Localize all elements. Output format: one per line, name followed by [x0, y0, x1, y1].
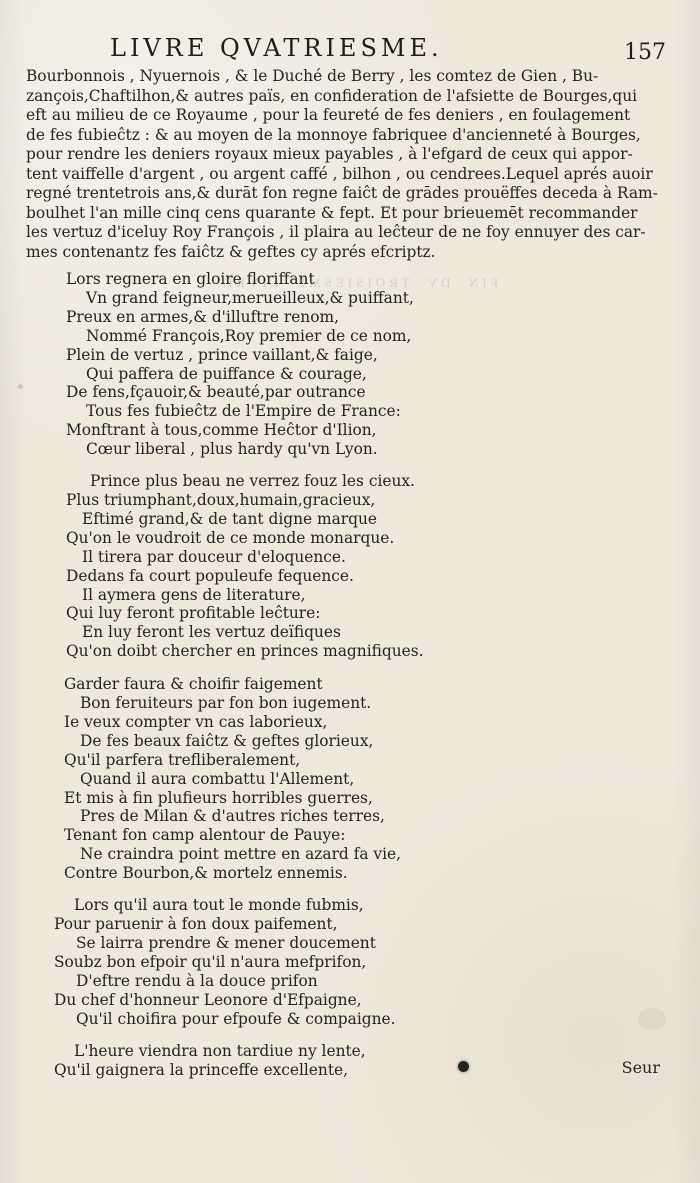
verse-line: Qu'on doibt chercher en princes magnifiques. — [66, 642, 424, 661]
stanza — [54, 896, 700, 1028]
stanza — [66, 270, 700, 459]
verse-line: Quand il aura combattu l'Allement, — [80, 769, 355, 788]
page-number: 157 — [624, 40, 666, 65]
verse-line: Qui paffera de puiffance & courage, — [86, 364, 367, 383]
verse-line: Plus triumphant,doux,humain,gracieux, — [66, 490, 376, 509]
verse-line: Dedans fa court populeufe fequence. — [66, 566, 354, 585]
verse-line: Eftimé grand,& de tant digne marque — [82, 509, 378, 528]
stanza — [66, 472, 700, 661]
poem — [0, 270, 700, 1096]
verse-line: De fens,fçauoir,& beauté,par outrance — [66, 383, 366, 402]
verse-line: Qu'il parfera trefliberalement, — [64, 750, 301, 769]
verse-line: Et mis à fin plufieurs horribles guerres, — [64, 788, 373, 807]
verse-line: Tenant fon camp alentour de Pauye: — [64, 826, 346, 845]
verse-line: En luy feront les vertuz deïfiques — [82, 623, 341, 642]
verse-line: Du chef d'honneur Leonore d'Efpaigne, — [54, 990, 362, 1009]
verse-line: Il aymera gens de literature, — [82, 585, 306, 604]
prose-line: tent vaiffelle d'argent , ou argent caffé , bilhon , ou cendrees.Lequel aprés auoir — [26, 164, 653, 183]
prose-paragraph — [26, 67, 672, 262]
verse-line: Qui luy feront profitable leĉture: — [66, 604, 321, 623]
verse-line: Preux en armes,& d'illuftre renom, — [66, 307, 339, 326]
prose-line: pour rendre les deniers royaux mieux payables , à l'efgard de ceux qui appor- — [26, 145, 633, 163]
verse-line: L'heure viendra non tardiue ny lente, — [74, 1042, 366, 1061]
stanza — [64, 675, 700, 883]
stanza — [54, 1042, 700, 1080]
verse-line: Soubz bon efpoir qu'il n'aura mefprifon, — [54, 952, 367, 971]
verse-line: Prince plus beau ne verrez fouz les cieux. — [90, 472, 415, 491]
prose-line: de fes fubieĉtz : & au moyen de la monnoye fabriquee d'ancienneté à Bourges, — [26, 125, 641, 144]
show-through-text: FIN DV TROISIESME LIVRE — [220, 275, 498, 290]
verse-line: Qu'il gaignera la princeffe excellente, — [54, 1061, 349, 1080]
verse-line: D'eftre rendu à la douce prifon — [76, 971, 318, 990]
prose-line: boulhet l'an mille cinq cens quarante & fept. Et pour brieuemēt recommander — [26, 203, 638, 222]
verse-line: Ie veux compter vn cas laborieux, — [64, 712, 328, 731]
verse-line: Bon feruiteurs par fon bon iugement. — [80, 694, 372, 713]
verse-line: Ne craindra point mettre en azard fa vie, — [80, 845, 402, 864]
verse-line: Nommé François,Roy premier de ce nom, — [86, 326, 412, 345]
prose-line: les vertuz d'iceluy Roy François , il plaira au leĉteur de ne foy ennuyer des car- — [26, 223, 646, 241]
running-head: LIVRE QVATRIESME. — [110, 34, 443, 62]
prose-line: regné trentetrois ans,& durāt fon regne faiĉt de grādes prouëffes deceda à Ram- — [26, 184, 658, 202]
prose-line: zançois,Chaftilhon,& autres païs, en confideration de l'afsiette de Bourges,qui — [26, 86, 638, 105]
verse-line: De fes beaux faiĉtz & geftes glorieux, — [80, 731, 374, 750]
verse-line: Qu'on le voudroit de ce monde monarque. — [66, 528, 395, 547]
verse-line: Se lairra prendre & mener doucement — [76, 933, 376, 952]
verse-line: Plein de vertuz , prince vaillant,& faige, — [66, 345, 378, 364]
verse-line: Tous fes fubieĉtz de l'Empire de France: — [86, 402, 401, 421]
ornament-dot-icon — [458, 1061, 469, 1072]
verse-line: Pres de Milan & d'autres riches terres, — [80, 807, 385, 826]
verse-line: Lors qu'il aura tout le monde fubmis, — [74, 896, 364, 915]
prose-line: mes contenantz fes faiĉtz & geftes cy aprés efcriptz. — [26, 242, 436, 261]
prose-line: eft au milieu de ce Royaume , pour la feureté de fes deniers , en foulagement — [26, 106, 631, 124]
verse-line: Lors regnera en gloire floriffant — [66, 270, 315, 288]
verse-line: Garder faura & choifir faigement — [64, 675, 323, 694]
verse-line: Pour paruenir à fon doux paifement, — [54, 915, 338, 933]
verse-line: Monftrant à tous,comme Heĉtor d'Ilion, — [66, 421, 377, 440]
verse-line: Cœur liberal , plus hardy qu'vn Lyon. — [86, 440, 378, 459]
prose-line: Bourbonnois , Nyuernois , & le Duché de Berry , les comtez de Gien , Bu- — [26, 67, 599, 85]
verse-line: Vn grand feigneur,merueilleux,& puiffant, — [86, 288, 414, 307]
catchword: Seur — [621, 1058, 660, 1077]
verse-line: Qu'il choifira pour efpoufe & compaigne. — [76, 1009, 396, 1028]
verse-line: Contre Bourbon,& mortelz ennemis. — [64, 864, 348, 883]
verse-line: Il tirera par douceur d'eloquence. — [82, 547, 346, 566]
